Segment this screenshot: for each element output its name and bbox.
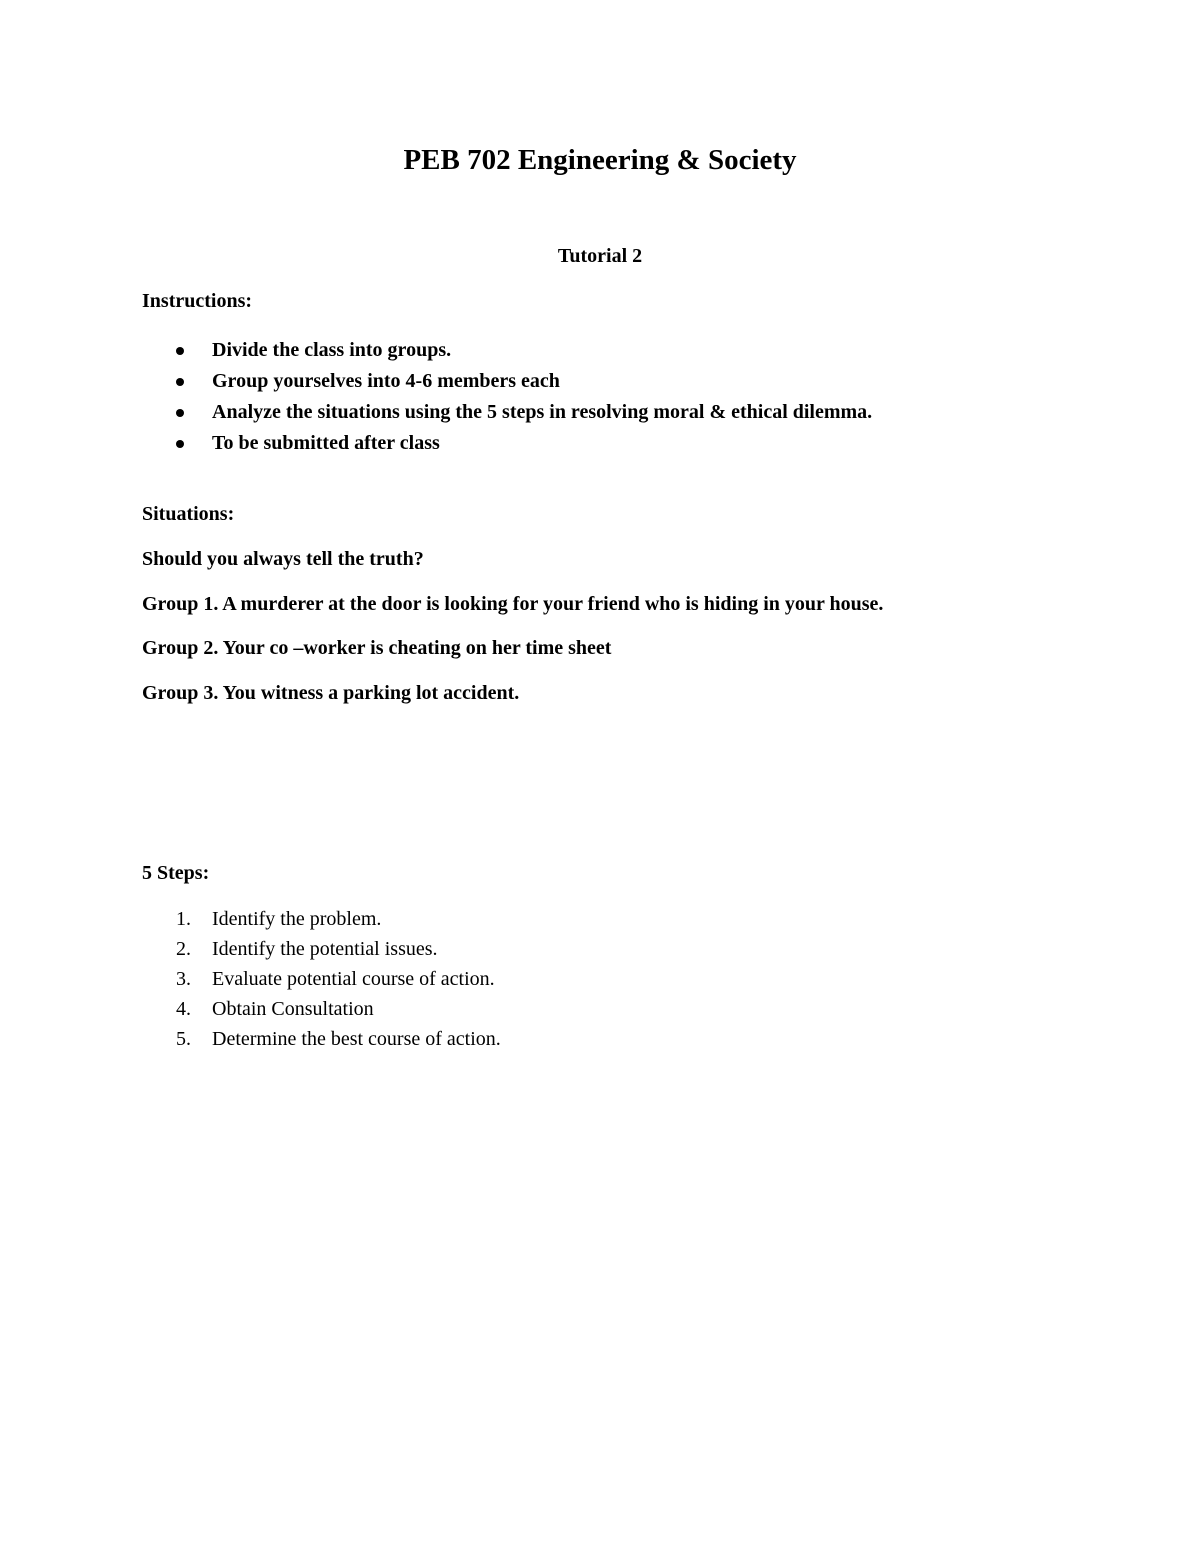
bullet-icon [176,409,184,417]
list-item [142,335,872,366]
step-text: Identify the potential issues. [212,938,438,960]
instruction-text: Analyze the situations using the 5 steps in resolving moral & ethical dilemma. [212,401,873,423]
list-item [142,934,501,964]
step-number: 1. [176,908,191,930]
steps-heading: 5 Steps: [142,862,210,884]
bullet-icon [176,378,184,386]
truth-question: Should you always tell the truth? [142,548,424,570]
group-2-situation: Group 2. Your co –worker is cheating on her time sheet [142,637,612,659]
instructions-heading: Instructions: [142,290,253,312]
list-item [142,964,501,994]
bullet-icon [176,440,184,448]
page-title: PEB 702 Engineering & Society [403,144,797,176]
step-number: 3. [176,968,191,990]
list-item [142,428,872,459]
instruction-text: Group yourselves into 4-6 members each [212,370,560,392]
situations-heading: Situations: [142,503,235,525]
page-subtitle: Tutorial 2 [557,245,643,267]
step-number: 5. [176,1028,191,1050]
step-text: Determine the best course of action. [212,1028,501,1050]
list-item [142,994,501,1024]
instructions-list [142,335,872,459]
list-item [142,904,501,934]
group-3-situation: Group 3. You witness a parking lot accident. [142,682,520,704]
bullet-icon [176,347,184,355]
instruction-text: To be submitted after class [212,432,440,454]
step-text: Identify the problem. [212,908,382,930]
group-1-situation: Group 1. A murderer at the door is looking for your friend who is hiding in your house. [142,593,884,615]
step-text: Obtain Consultation [212,998,374,1020]
steps-list [142,904,501,1054]
step-number: 4. [176,998,191,1020]
step-number: 2. [176,938,191,960]
instruction-text: Divide the class into groups. [212,339,452,361]
step-text: Evaluate potential course of action. [212,968,495,990]
list-item [142,1024,501,1054]
list-item [142,366,872,397]
list-item [142,397,872,428]
